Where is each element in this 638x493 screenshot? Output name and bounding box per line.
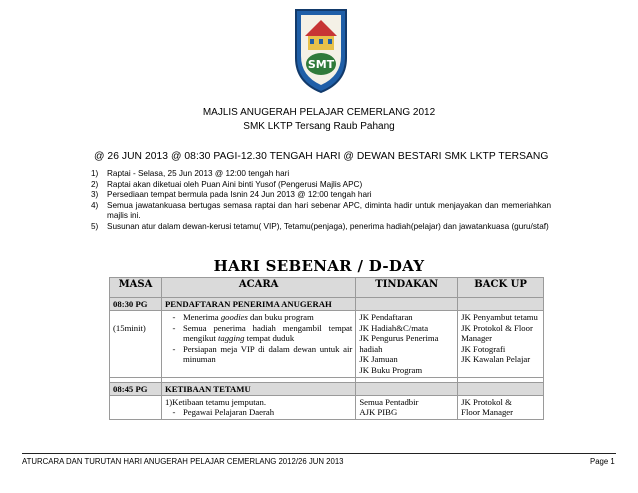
- row-time: 08:30 PG: [110, 298, 162, 311]
- row-backup: JK Penyambut tetamu JK Protokol & Floor Manager JK Fotografi JK Kawalan Pelajar: [458, 311, 544, 378]
- schedule-table: [109, 277, 544, 420]
- footer-text: ATURCARA DAN TURUTAN HARI ANUGERAH PELAJAR CEMERLANG 2012/26 JUN 2013: [22, 457, 344, 466]
- row-activities: - Menerima goodies dan buku program - Semua penerima hadiah mengambil tempat mengikut tagging tempat duduk - Persiapan meja VIP di dalam dewan untuk air minuman: [161, 311, 355, 378]
- list-item: 1) Raptai - Selasa, 25 Jun 2013 @ 12:00 tengah hari: [91, 169, 290, 178]
- footer-divider: [22, 453, 616, 454]
- column-header-backup: BACK UP: [458, 278, 544, 298]
- table-row: [110, 382, 544, 395]
- school-crest-logo: [292, 6, 350, 94]
- column-header-tindakan: TINDAKAN: [356, 278, 458, 298]
- logo-lettering: SMT: [307, 58, 335, 71]
- table-row: [110, 311, 544, 378]
- list-item: 2) Raptai akan diketuai oleh Puan Aini binti Yusof (Pengerusi Majlis APC): [91, 179, 363, 189]
- row-time: 08:45 PG: [110, 382, 162, 395]
- table-row: [110, 395, 544, 419]
- row-title: KETIBAAN TETAMU: [161, 382, 355, 395]
- row-activities: 1)Ketibaan tetamu jemputan. - Pegawai Pelajaran Daerah: [161, 395, 355, 419]
- document-title: MAJLIS ANUGERAH PELAJAR CEMERLANG 2012: [202, 107, 436, 118]
- section-heading: HARI SEBENAR / D-DAY: [213, 257, 425, 275]
- page-number: Page 1: [590, 457, 615, 466]
- row-title: PENDAFTARAN PENERIMA ANUGERAH: [161, 298, 355, 311]
- list-item: 4) Semua jawatankuasa bertugas semasa raptai dan hari sebenar APC, diminta hadir untuk menjayakan dan memeriahkan majlis ini.: [91, 200, 551, 220]
- row-tindakan: JK Pendaftaran JK Hadiah&C/mata JK Pengurus Penerima hadiah JK Jamuan JK Buku Program: [356, 311, 458, 378]
- row-backup: JK Protokol & Floor Manager: [458, 395, 544, 419]
- column-header-acara: ACARA: [161, 278, 355, 298]
- notes-list: [91, 169, 551, 232]
- column-header-masa: MASA: [110, 278, 162, 298]
- event-details: @ 26 JUN 2013 @ 08:30 PAGI-12.30 TENGAH HARI @ DEWAN BESTARI SMK LKTP TERSANG: [94, 151, 549, 162]
- row-duration: (15minit): [110, 311, 162, 378]
- table-row: [110, 298, 544, 311]
- list-item: 3) Persediaan tempat bermula pada Isnin 24 Jun 2013 @ 12:00 tengah hari: [91, 190, 372, 199]
- list-item: 5) Susunan atur dalam dewan-kerusi tetamu( VIP), Tetamu(penjaga), penerima hadiah(pelajar) dan jawatankuasa (guru/staf): [91, 221, 549, 231]
- school-name: SMK LKTP Tersang Raub Pahang: [243, 121, 395, 132]
- row-tindakan: Semua Pentadbir AJK PIBG: [356, 395, 458, 419]
- table-header-row: [110, 278, 544, 298]
